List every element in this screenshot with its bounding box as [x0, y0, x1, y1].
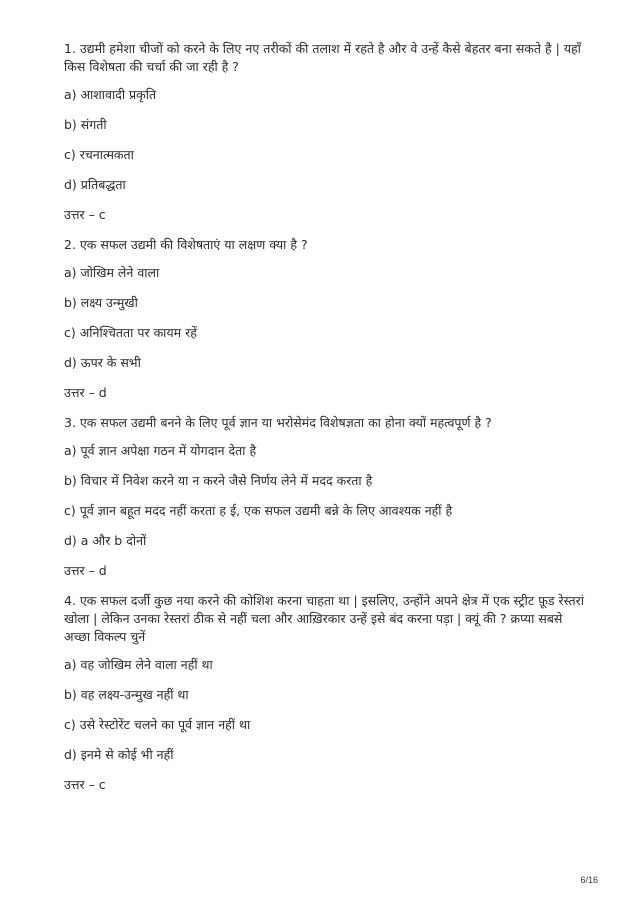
- option-a: a) जोखिम लेने वाला: [64, 265, 160, 280]
- option-d: d) ऊपर के सभी: [64, 355, 141, 370]
- option-a: a) वह जोखिम लेने वाला नहीं था: [64, 657, 213, 672]
- option-d: d) इनमे से कोई भी नहीं: [64, 747, 174, 762]
- question-text: 2. एक सफल उद्यमी की विशेषताएं या लक्षण क्या है ?: [64, 237, 308, 252]
- option-b: b) वह लक्ष्य-उन्मुख नहीं था: [64, 687, 189, 702]
- question-list: [64, 40, 584, 806]
- answer: उत्तर – c: [64, 777, 106, 792]
- question-text: 3. एक सफल उद्यमी बनने के लिए पूर्व ज्ञान या भरोसेमंद विशेषज्ञता का होना क्यों महत्वपूर्ण है ?: [64, 415, 492, 430]
- option-a: a) पूर्व ज्ञान अपेक्षा गठन में योगदान देता है: [64, 443, 257, 458]
- option-c: c) रचनात्मकता: [64, 147, 134, 162]
- page-number: 6/16: [580, 875, 598, 885]
- option-a: a) आशावादी प्रकृति: [64, 87, 157, 102]
- option-d: d) प्रतिबद्धता: [64, 177, 126, 192]
- question-block-2: [64, 236, 584, 402]
- option-b: b) लक्ष्य उन्मुखी: [64, 295, 138, 310]
- question-text: 1. उद्यमी हमेशा चीजों को करने के लिए नए तरीकों की तलाश में रहते है और वे उन्हें कैसे बेहतर बना सकते है | यहाँ किस विशेषता की चर्चा की जा रही है ?: [64, 41, 581, 74]
- option-d: d) a और b दोनों: [64, 533, 147, 548]
- question-block-3: [64, 414, 584, 580]
- question-block-1: [64, 40, 584, 224]
- answer: उत्तर – d: [64, 385, 107, 400]
- option-c: c) उसे रेस्टोरेंट चलने का पूर्व ज्ञान नहीं था: [64, 717, 251, 732]
- question-block-4: [64, 592, 584, 794]
- option-c: c) अनिश्चितता पर कायम रहें: [64, 325, 197, 340]
- option-b: b) विचार में निवेश करने या न करने जैसे निर्णय लेने में मदद करता है: [64, 473, 373, 488]
- answer: उत्तर – d: [64, 563, 107, 578]
- option-c: c) पूर्व ज्ञान बहूत मदद नहीं करता ह ई, एक सफल उद्यमी बन्ने के लिए आवश्यक नहीं है: [64, 503, 453, 518]
- option-b: b) संगती: [64, 117, 107, 132]
- answer: उत्तर – c: [64, 207, 106, 222]
- question-text: 4. एक सफल दर्जी कुछ नया करने की कोशिश करना चाहता था | इसलिए, उन्होंने अपने क्षेत्र में एक स्ट्रीट फ़ूड रेस्तरां खोला | लेकिन उनका रेस्तरां ठीक से नहीं चला और आख़िरकार उन्हें इसे बंद करना पड़ा | क्यूं की ? क्रप्या सबसे अच्छा विकल्प चुनें: [64, 593, 584, 644]
